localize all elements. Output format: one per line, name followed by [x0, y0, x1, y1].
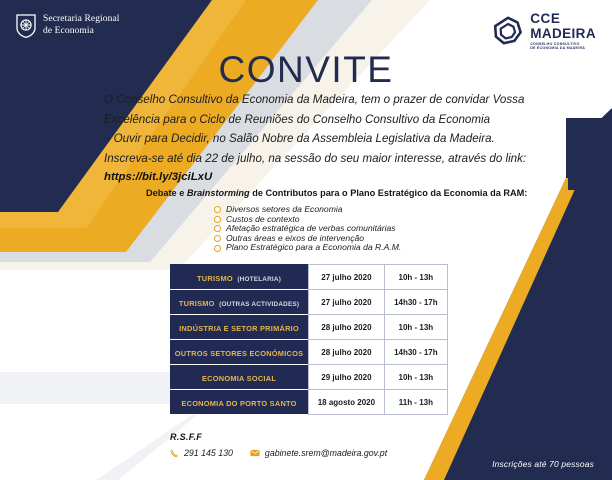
session-date: 18 agosto 2020 — [308, 390, 385, 415]
table-row — [170, 340, 448, 365]
table-row — [170, 365, 448, 390]
cce-logo-sub2: DE ECONOMIA DA MADEIRA — [530, 45, 586, 50]
agenda-item-label: Diversos setores da Economia — [226, 204, 343, 214]
session-name-cell — [170, 340, 308, 365]
phone-icon — [170, 449, 179, 458]
session-name-cell — [170, 290, 308, 315]
session-date: 28 julho 2020 — [308, 315, 385, 340]
schedule-table — [170, 264, 448, 415]
table-row — [170, 290, 448, 315]
srem-logo-line2: de Economia — [43, 26, 94, 36]
agenda-item-label: Afetação estratégica de verbas comunitárias — [226, 223, 396, 234]
session-time: 11h - 13h — [385, 390, 448, 415]
session-name: INDÚSTRIA E SETOR PRIMÁRIO — [179, 324, 299, 333]
cce-madeira-logo — [493, 12, 596, 50]
bullet-ring-icon — [214, 206, 221, 213]
session-time: 10h - 13h — [385, 315, 448, 340]
body-line-1: O Conselho Consultivo da Economia da Madeira, tem o prazer de convidar Vossa — [104, 93, 525, 106]
rsff-label: R.S.F.F — [170, 432, 203, 442]
session-time: 14h30 - 17h — [385, 340, 448, 365]
session-name-cell — [170, 390, 308, 415]
agenda-heading-pre: Debate e — [146, 188, 187, 198]
agenda-item-label: Custos de contexto — [226, 213, 300, 224]
cce-logo-line2: MADEIRA — [530, 25, 596, 41]
agenda-list — [214, 205, 401, 253]
session-time: 10h - 13h — [385, 264, 448, 290]
srem-logo — [16, 14, 120, 38]
session-date: 29 julho 2020 — [308, 365, 385, 390]
page-title-text: CONVITE — [218, 49, 394, 90]
cce-knot-mark-icon — [493, 16, 523, 46]
srem-logo-line1: Secretaria Regional — [43, 14, 120, 25]
session-name-sub: (OUTRAS ACTIVIDADES) — [219, 301, 300, 308]
envelope-icon — [250, 449, 260, 457]
session-name: TURISMO — [178, 299, 215, 308]
invitation-body — [104, 90, 534, 188]
session-time: 10h - 13h — [385, 365, 448, 390]
bullet-ring-icon — [214, 245, 221, 252]
session-name-cell — [170, 264, 308, 290]
session-name-sub: (HOTELARIA) — [237, 275, 282, 283]
srem-logo-text — [43, 14, 120, 37]
session-name: OUTROS SETORES ECONÓMICOS — [174, 349, 304, 358]
bullet-ring-icon — [214, 225, 221, 232]
session-date: 27 julho 2020 — [308, 290, 385, 315]
email-address[interactable]: gabinete.srem@madeira.gov.pt — [264, 448, 388, 458]
agenda-item-label: Outras áreas e eixos de intervenção — [226, 232, 365, 243]
body-line-2: Excelência para o Ciclo de Reuniões do Conselho Consultivo da Economia — [104, 112, 491, 126]
session-name: ECONOMIA SOCIAL — [201, 374, 277, 383]
body-line-4: Inscreva-se até dia 22 de julho, na sessão do seu maior interesse, através do link: — [104, 151, 527, 165]
phone-number[interactable]: 291 145 130 — [184, 448, 233, 458]
table-row — [170, 264, 448, 290]
session-name: TURISMO — [197, 273, 233, 283]
agenda-heading-emphasis: Brainstorming — [186, 188, 250, 198]
session-date: 27 julho 2020 — [308, 264, 385, 290]
session-name-cell — [170, 315, 308, 340]
registration-link[interactable]: https://bit.ly/3jciLxU — [104, 171, 213, 184]
bullet-ring-icon — [214, 235, 221, 242]
session-date: 28 julho 2020 — [308, 340, 385, 365]
cce-logo-text — [530, 12, 596, 50]
body-line-3: – Ouvir para Decidir, no Salão Nobre da Assembleia Legislativa da Madeira. — [104, 132, 495, 146]
list-item — [214, 243, 401, 253]
contact-info — [170, 448, 387, 458]
session-name-cell — [170, 365, 308, 390]
cce-logo-sub1: CONSELHO CONSULTIVO — [530, 41, 580, 46]
agenda-heading — [146, 188, 527, 198]
cce-logo-line1: CCE — [530, 11, 561, 26]
shield-coat-of-arms-icon — [16, 14, 36, 38]
agenda-heading-post: de Contributos para o Plano Estratégico da Economia da RAM: — [249, 188, 528, 198]
table-row — [170, 390, 448, 415]
session-name: ECONOMIA DO PORTO SANTO — [181, 399, 297, 408]
agenda-item-label: Plano Estratégico para a Economia da R.A.M. — [226, 242, 402, 253]
bullet-ring-icon — [214, 216, 221, 223]
table-row — [170, 315, 448, 340]
registration-note: Inscrições até 70 pessoas — [492, 459, 594, 469]
session-time: 14h30 - 17h — [385, 290, 448, 315]
